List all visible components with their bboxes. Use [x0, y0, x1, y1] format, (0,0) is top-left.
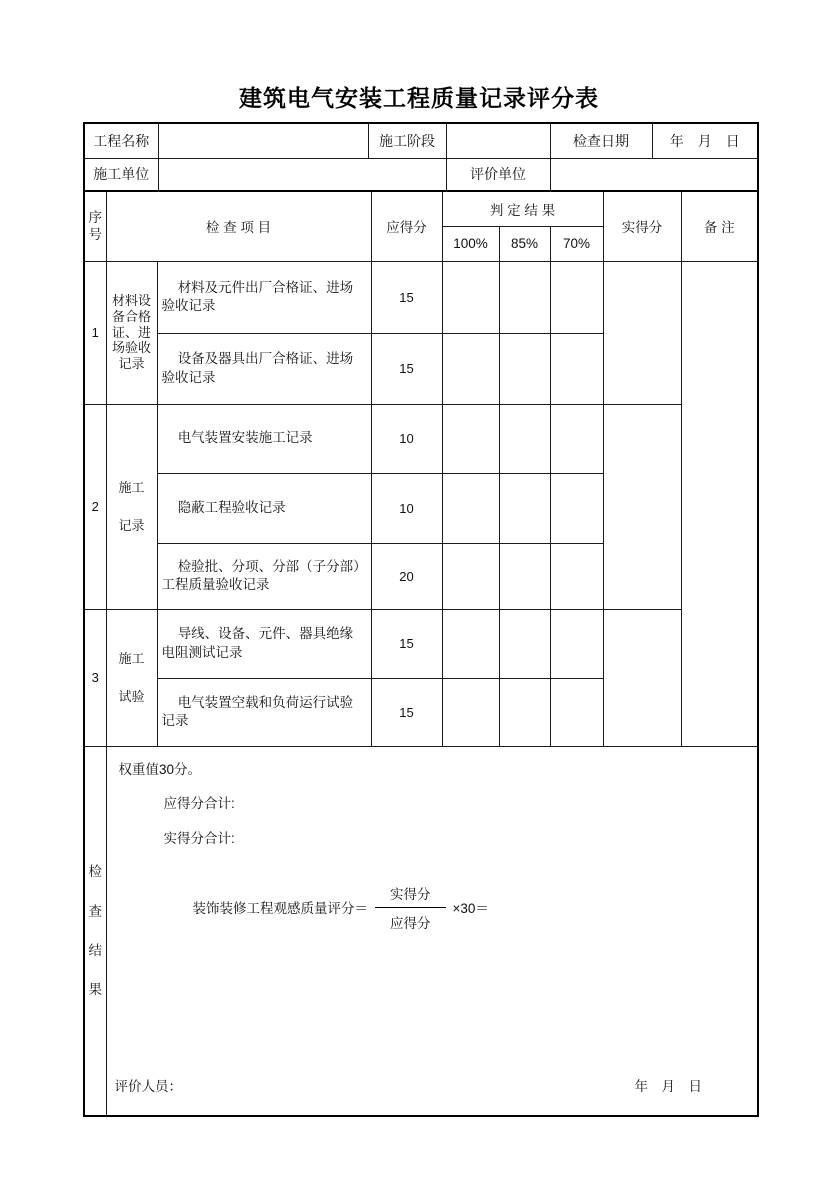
remarks-cell[interactable] — [681, 261, 758, 746]
due-total-label: 应得分合计: — [163, 795, 235, 811]
judge-100-cell[interactable] — [442, 333, 499, 404]
inspection-date-value-cell[interactable]: 年 月 日 — [652, 123, 758, 158]
group-seq: 3 — [84, 609, 106, 746]
judge-85-cell[interactable] — [499, 609, 550, 678]
item-name: 设备及器具出厂合格证、进场验收记录 — [157, 333, 371, 404]
check-result-label: 检查结果 — [84, 746, 106, 1116]
item-name: 检验批、分项、分部（子分部）工程质量验收记录 — [157, 543, 371, 609]
weight-note: 权重值30分。 — [118, 761, 202, 777]
due-score: 15 — [371, 333, 442, 404]
group-category: 施工试验 — [106, 609, 157, 746]
actual-score-cell[interactable] — [603, 404, 681, 609]
inspection-date-label: 检查日期 — [550, 123, 652, 158]
evaluator-label: 评价人员： — [114, 1078, 182, 1094]
item-name: 隐蔽工程验收记录 — [157, 473, 371, 543]
evaluation-unit-label: 评价单位 — [446, 158, 550, 191]
item-name: 电气装置空载和负荷运行试验记录 — [157, 678, 371, 746]
header-seq: 序号 — [84, 191, 106, 261]
info-table — [83, 122, 759, 192]
check-result-cell[interactable] — [106, 746, 758, 1116]
judge-70-cell[interactable] — [550, 473, 603, 543]
header-due-score: 应得分 — [371, 191, 442, 261]
formula-denominator: 应得分 — [390, 915, 431, 931]
formula-prefix: 装饰装修工程观感质量评分＝ — [192, 901, 368, 916]
group-category: 材料设备合格证、进场验收记录 — [106, 261, 157, 404]
score-formula — [193, 883, 489, 932]
scoring-table — [83, 190, 759, 1117]
header-level-70: 70% — [550, 226, 603, 261]
judge-85-cell[interactable] — [499, 261, 550, 333]
due-score: 10 — [371, 404, 442, 473]
construction-unit-label: 施工单位 — [84, 158, 158, 191]
project-name-value-cell[interactable] — [158, 123, 368, 158]
header-level-85: 85% — [499, 226, 550, 261]
judge-70-cell[interactable] — [550, 404, 603, 473]
group-seq: 1 — [84, 261, 106, 404]
construction-unit-value-cell[interactable] — [158, 158, 446, 191]
judge-70-cell[interactable] — [550, 333, 603, 404]
project-name-label: 工程名称 — [84, 123, 158, 158]
item-name: 导线、设备、元件、器具绝缘电阻测试记录 — [157, 609, 371, 678]
judge-100-cell[interactable] — [442, 404, 499, 473]
judge-85-cell[interactable] — [499, 473, 550, 543]
due-score: 15 — [371, 261, 442, 333]
item-name: 电气装置安装施工记录 — [157, 404, 371, 473]
due-score: 15 — [371, 678, 442, 746]
header-judgement-result: 判 定 结 果 — [442, 191, 603, 226]
formula-fraction — [375, 883, 446, 932]
judge-100-cell[interactable] — [442, 261, 499, 333]
header-check-item: 检 查 项 目 — [106, 191, 371, 261]
judge-70-cell[interactable] — [550, 543, 603, 609]
judge-70-cell[interactable] — [550, 261, 603, 333]
actual-score-cell[interactable] — [603, 609, 681, 746]
footer-date: 年 月 日 — [634, 1078, 702, 1094]
judge-85-cell[interactable] — [499, 543, 550, 609]
judge-100-cell[interactable] — [442, 473, 499, 543]
judge-85-cell[interactable] — [499, 678, 550, 746]
item-name: 材料及元件出厂合格证、进场验收记录 — [157, 261, 371, 333]
table-row — [84, 261, 758, 333]
group-seq: 2 — [84, 404, 106, 609]
actual-total-label: 实得分合计: — [163, 830, 235, 846]
construction-stage-value-cell[interactable] — [446, 123, 550, 158]
group-category: 施工记录 — [106, 404, 157, 609]
header-level-100: 100% — [442, 226, 499, 261]
judge-100-cell[interactable] — [442, 543, 499, 609]
formula-suffix: ×30＝ — [452, 901, 489, 916]
judge-100-cell[interactable] — [442, 678, 499, 746]
judge-100-cell[interactable] — [442, 609, 499, 678]
judge-70-cell[interactable] — [550, 678, 603, 746]
header-remarks: 备 注 — [681, 191, 758, 261]
evaluation-unit-value-cell[interactable] — [550, 158, 758, 191]
due-score: 20 — [371, 543, 442, 609]
actual-score-cell[interactable] — [603, 261, 681, 404]
judge-70-cell[interactable] — [550, 609, 603, 678]
judge-85-cell[interactable] — [499, 333, 550, 404]
due-score: 10 — [371, 473, 442, 543]
due-score: 15 — [371, 609, 442, 678]
judge-85-cell[interactable] — [499, 404, 550, 473]
header-actual-score: 实得分 — [603, 191, 681, 261]
construction-stage-label: 施工阶段 — [368, 123, 446, 158]
table-row — [84, 404, 758, 473]
page-title: 建筑电气安装工程质量记录评分表 — [239, 85, 599, 111]
formula-numerator: 实得分 — [375, 883, 446, 908]
table-row — [84, 609, 758, 678]
